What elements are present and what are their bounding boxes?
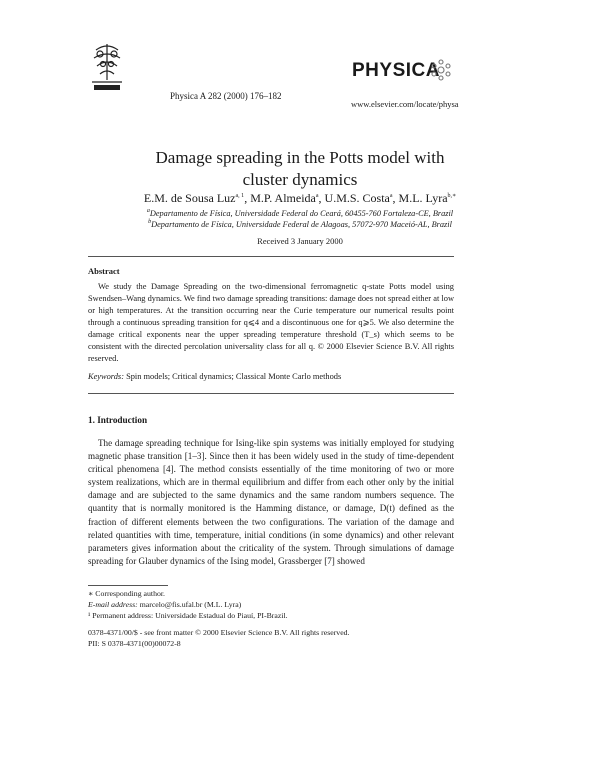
affiliation-text: Departamento de Física, Universidade Federal do Ceará, 60455-760 Fortaleza-CE, Brazil [149, 209, 454, 218]
author-name: M.P. Almeida [250, 191, 316, 205]
author-name: E.M. de Sousa Luz [143, 191, 236, 205]
author-list: E.M. de Sousa Luz$^{a, 1}$, M.P. Almeida$^a$, U.M.S. Costa$^a$, M.L. Lyra$^{b,∗}$ [143, 191, 457, 205]
divider [88, 256, 454, 257]
publisher-logo [88, 40, 126, 96]
footnote-email [88, 600, 241, 609]
keywords [88, 372, 341, 381]
brand-mark-icon [429, 58, 453, 82]
affiliation-text: Departamento de Física, Universidade Federal de Alagoas, 57072-970 Maceió-AL, Brazil [151, 220, 452, 229]
author-name: M.L. Lyra [398, 191, 448, 205]
keywords-text: Spin models; Critical dynamics; Classical Monte Carlo methods [126, 372, 342, 381]
author-affiliation-mark: a [389, 193, 393, 199]
footnote-rule [88, 585, 168, 586]
abstract-heading: Abstract [88, 266, 120, 276]
title-line: Damage spreading in the Potts model with [155, 148, 445, 167]
journal-url: www.elsevier.com/locate/physa [351, 99, 459, 109]
introduction-text: The damage spreading technique for Ising-like spin systems was initially employed for studying magnetic phase transition [1–3]. Since then it has been widely used in the study of time-dependent critical phenomena [4]. The method consists essentially of the time monitoring of two or more system realizations, which are in thermal equilibrium and differ from each other only by the initial damage and are subjected to the same dynamics and the same random numbers sequence. The quantity that is normally monitored is the Hamming distance, or damage, D(t) defined as the fraction of different elements between the two configurations. The variation of the damage and related quantities with time, temperature, initial conditions (in some dynamics) and other relevant parameters gives information about the criticality of the system. Through simulations of damage spreading for Glauber dynamics of the Ising model, Grassberger [7] showed [88, 438, 454, 566]
title-line: cluster dynamics [242, 170, 358, 189]
section-heading: 1. Introduction [88, 415, 148, 425]
footnote-permanent-address: ¹ Permanent address: Universidade Estadual do Piauí, PI-Brazil. [88, 611, 288, 620]
affiliation [0, 209, 600, 218]
author-name: U.M.S. Costa [324, 191, 390, 205]
journal-reference: Physica A 282 (2000) 176–182 [170, 91, 282, 101]
keywords-label: Keywords: [88, 372, 124, 381]
author-affiliation-mark: b,∗ [447, 193, 457, 199]
imprint-pii: PII: S 0378-4371(00)00072-8 [88, 639, 181, 648]
abstract-text: We study the Damage Spreading on the two-dimensional ferromagnetic q-state Potts model using Swendsen–Wang dynamics. We find two damage spreading transitions: damage does not spread either at low or high temperatures. At the transition occurring near the Curie temperature our numerical results point through a continuous spreading transition for q⩽4 and a discontinuous one for q⩾5. We also determine the damage critical exponents near the upper spreading temperature threshold (T_s) which seems to be consistent with the directed percolation universality class for all q. © 2000 Elsevier Science B.V. All rights reserved. [88, 282, 454, 363]
divider [88, 393, 454, 394]
affiliation-mark: a [146, 208, 150, 215]
imprint-line: 0378-4371/00/$ - see front matter © 2000 Elsevier Science B.V. All rights reserved. [88, 628, 350, 637]
affiliation-mark: b [148, 219, 152, 226]
email-label: E-mail address: [88, 600, 138, 609]
received-date: Received 3 January 2000 [257, 236, 343, 246]
affiliation [0, 220, 600, 229]
paper-title [0, 147, 600, 191]
author-affiliation-mark: a, 1 [235, 193, 245, 199]
footnote-corresponding: ∗ Corresponding author. [88, 589, 165, 598]
author-affiliation-mark: a [315, 193, 319, 199]
email-address: marcelo@fis.ufal.br (M.L. Lyra) [139, 600, 242, 609]
journal-brand: PHYSICA [352, 60, 440, 81]
